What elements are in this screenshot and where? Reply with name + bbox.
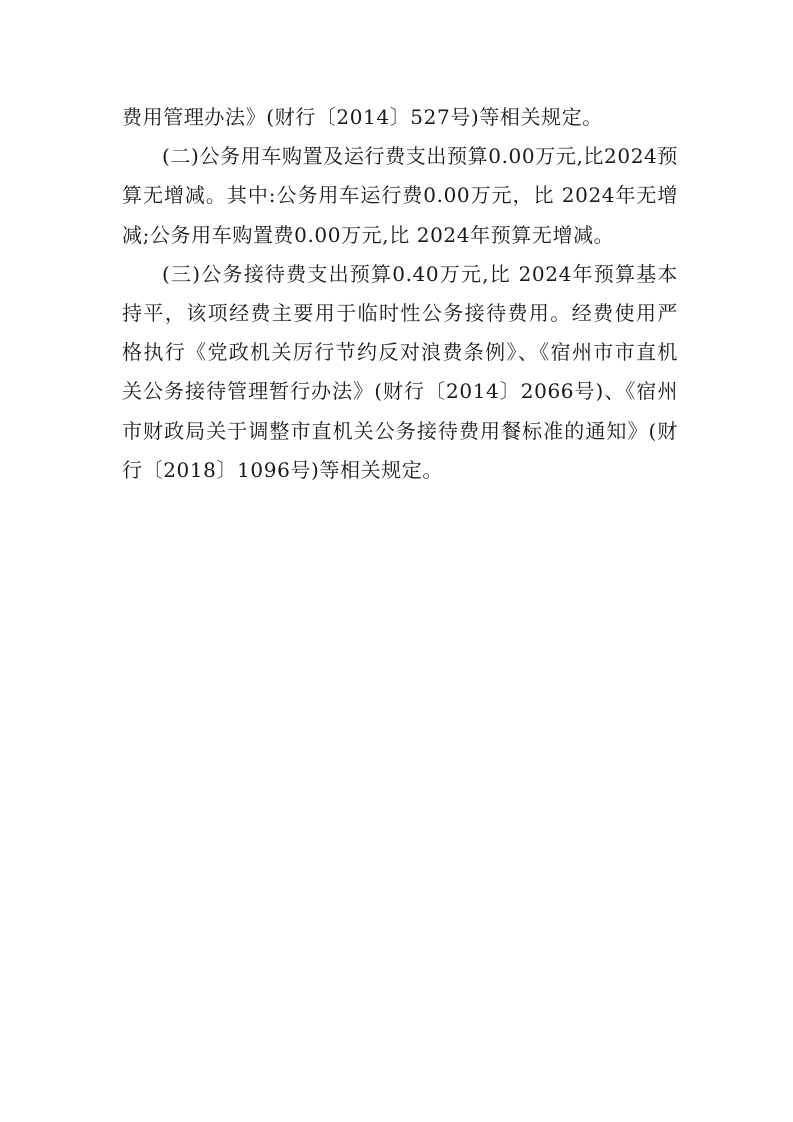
paragraph-continuation: 费用管理办法》(财行〔2014〕527号)等相关规定。 xyxy=(122,105,603,129)
paragraph-reception-costs: (三)公务接待费支出预算0.40万元,比 2024年预算基本持平，该项经费主要用于临时性公务接待费用。经费使用严格执行《党政机关厉行节约反对浪费条例》、《宿州市市直机关公务接待管理暂行办法》(财行〔2014〕2066号)、《宿州市财政局关于调整市直机关公务接待费用餐标准的通知》(财行〔2018〕1096号)等相关规定。 xyxy=(122,261,678,482)
document-body xyxy=(122,98,678,490)
paragraph-vehicle-costs: (二)公务用车购置及运行费支出预算0.00万元,比2024预算无增减。其中:公务用车运行费0.00万元，比 2024年无增减;公务用车购置费0.00万元,比 2024年预算无增减。 xyxy=(122,144,678,247)
